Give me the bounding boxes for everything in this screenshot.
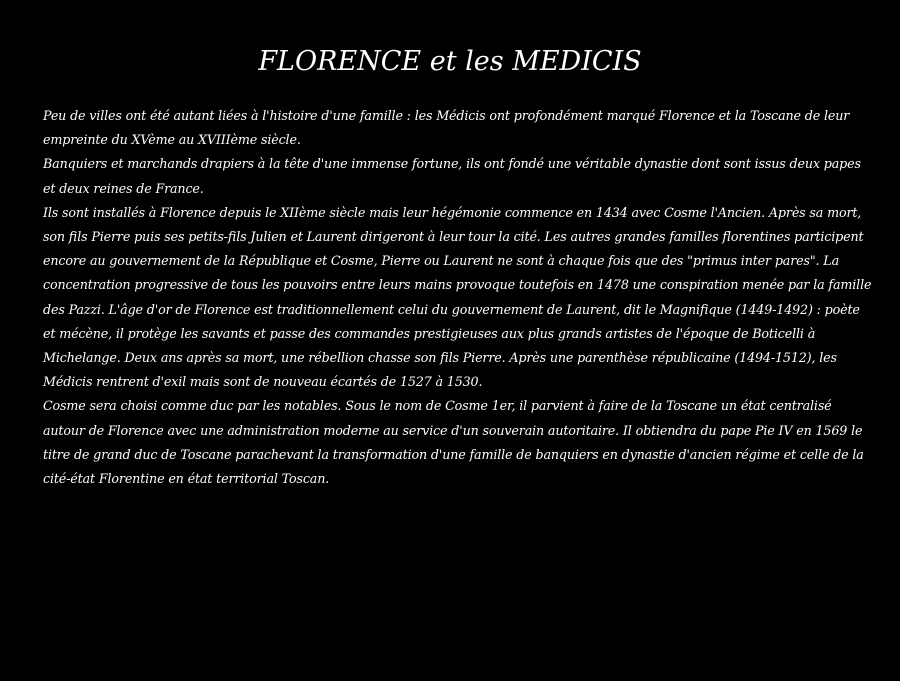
paragraph-intro: Peu de villes ont été autant liées à l'histoire d'une famille : les Médicis ont profondément marqué Florence et la Toscane de leur empreinte du XVème au XVIIIème siècle. [43,108,850,148]
paragraph-bankers: Banquiers et marchands drapiers à la tête d'une immense fortune, ils ont fondé une véritable dynastie dont sont issus deux papes et deux reines de France. [43,156,861,196]
page-title: FLORENCE et les MEDICIS [258,46,642,77]
paragraph-history: Ils sont installés à Florence depuis le XIIème siècle mais leur hégémonie commence en 1434 avec Cosme l'Ancien. Après sa mort, son fils Pierre puis ses petits-fils Julien et Laurent dirigeront à leur tour la cité. Les autres grandes familles florentines participent encore au gouvernement de la République et Cosme, Pierre ou Laurent ne sont à chaque fois que des "primus inter pares". La concentration progressive de tous les pouvoirs entre leurs mains provoque toutefois en 1478 une conspiration menée par la famille des Pazzi. L'âge d'or de Florence est traditionnellement celui du gouvernement de Laurent, dit le Magnifique (1449-1492) : poète et mécène, il protège les savants et passe des commandes prestigieuses aux plus grands artistes de l'époque de Boticelli à Michelange. Deux ans après sa mort, une rébellion chasse son fils Pierre. Après une parenthèse républicaine (1494-1512), les Médicis rentrent d'exil mais sont de nouveau écartés de 1527 à 1530. [43,204,872,390]
article-body [43,104,873,491]
paragraph-cosme-duke: Cosme sera choisi comme duc par les notables. Sous le nom de Cosme 1er, il parvient à faire de la Toscane un état centralisé autour de Florence avec une administration moderne au service d'un souverain autoritaire. Il obtiendra du pape Pie IV en 1569 le titre de grand duc de Toscane parachevant la transformation d'une famille de banquiers en dynastie d'ancien régime et celle de la cité-état Florentine en état territorial Toscan. [43,398,864,487]
